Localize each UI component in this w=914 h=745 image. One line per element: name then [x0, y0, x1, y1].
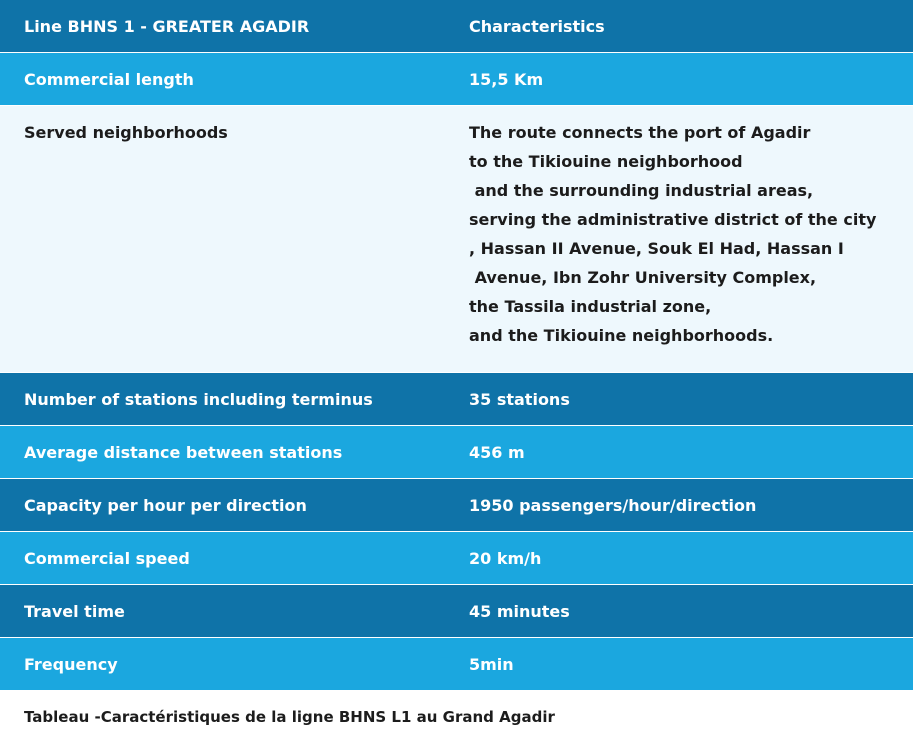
row-label: Average distance between stations [24, 442, 343, 462]
row-label: Number of stations including terminus [24, 389, 373, 409]
row-label: Commercial length [24, 69, 194, 89]
row-label: Commercial speed [24, 548, 190, 568]
row-value: 45 minutes [469, 601, 570, 621]
row-value: 1950 passengers/hour/direction [469, 495, 757, 515]
value-line: , Hassan II Avenue, Souk El Had, Hassan I [469, 239, 844, 258]
value-line: and the Tikiouine neighborhoods. [469, 326, 774, 345]
value-line: to the Tikiouine neighborhood [469, 152, 743, 171]
value-line: the Tassila industrial zone, [469, 297, 712, 316]
value-line: serving the administrative district of the city [469, 210, 877, 229]
row-value: 456 m [469, 442, 525, 462]
value-line: The route connects the port of Agadir [469, 123, 811, 142]
row-label: Served neighborhoods [24, 123, 228, 142]
table-row [0, 585, 913, 638]
table-row [0, 479, 913, 532]
table-row [0, 53, 913, 106]
table-caption: Tableau -Caractéristiques de la ligne BHNS L1 au Grand Agadir [24, 708, 555, 726]
row-value: 15,5 Km [469, 69, 544, 89]
table-row [0, 373, 913, 426]
header-characteristics: Characteristics [469, 16, 605, 36]
table-row [0, 532, 913, 585]
row-value: 20 km/h [469, 548, 542, 568]
value-line: and the surrounding industrial areas, [469, 181, 814, 200]
row-value: 35 stations [469, 389, 570, 409]
table-row [0, 106, 913, 373]
row-label: Capacity per hour per direction [24, 495, 307, 515]
header-line-name: Line BHNS 1 - GREATER AGADIR [24, 16, 310, 36]
table-row [0, 426, 913, 479]
table-row [0, 638, 913, 691]
table-header-row [0, 0, 913, 53]
row-value: 5min [469, 654, 514, 674]
row-label: Travel time [24, 601, 125, 621]
row-value-multiline [469, 118, 913, 350]
value-line: Avenue, Ibn Zohr University Complex, [469, 268, 817, 287]
row-label: Frequency [24, 654, 118, 674]
